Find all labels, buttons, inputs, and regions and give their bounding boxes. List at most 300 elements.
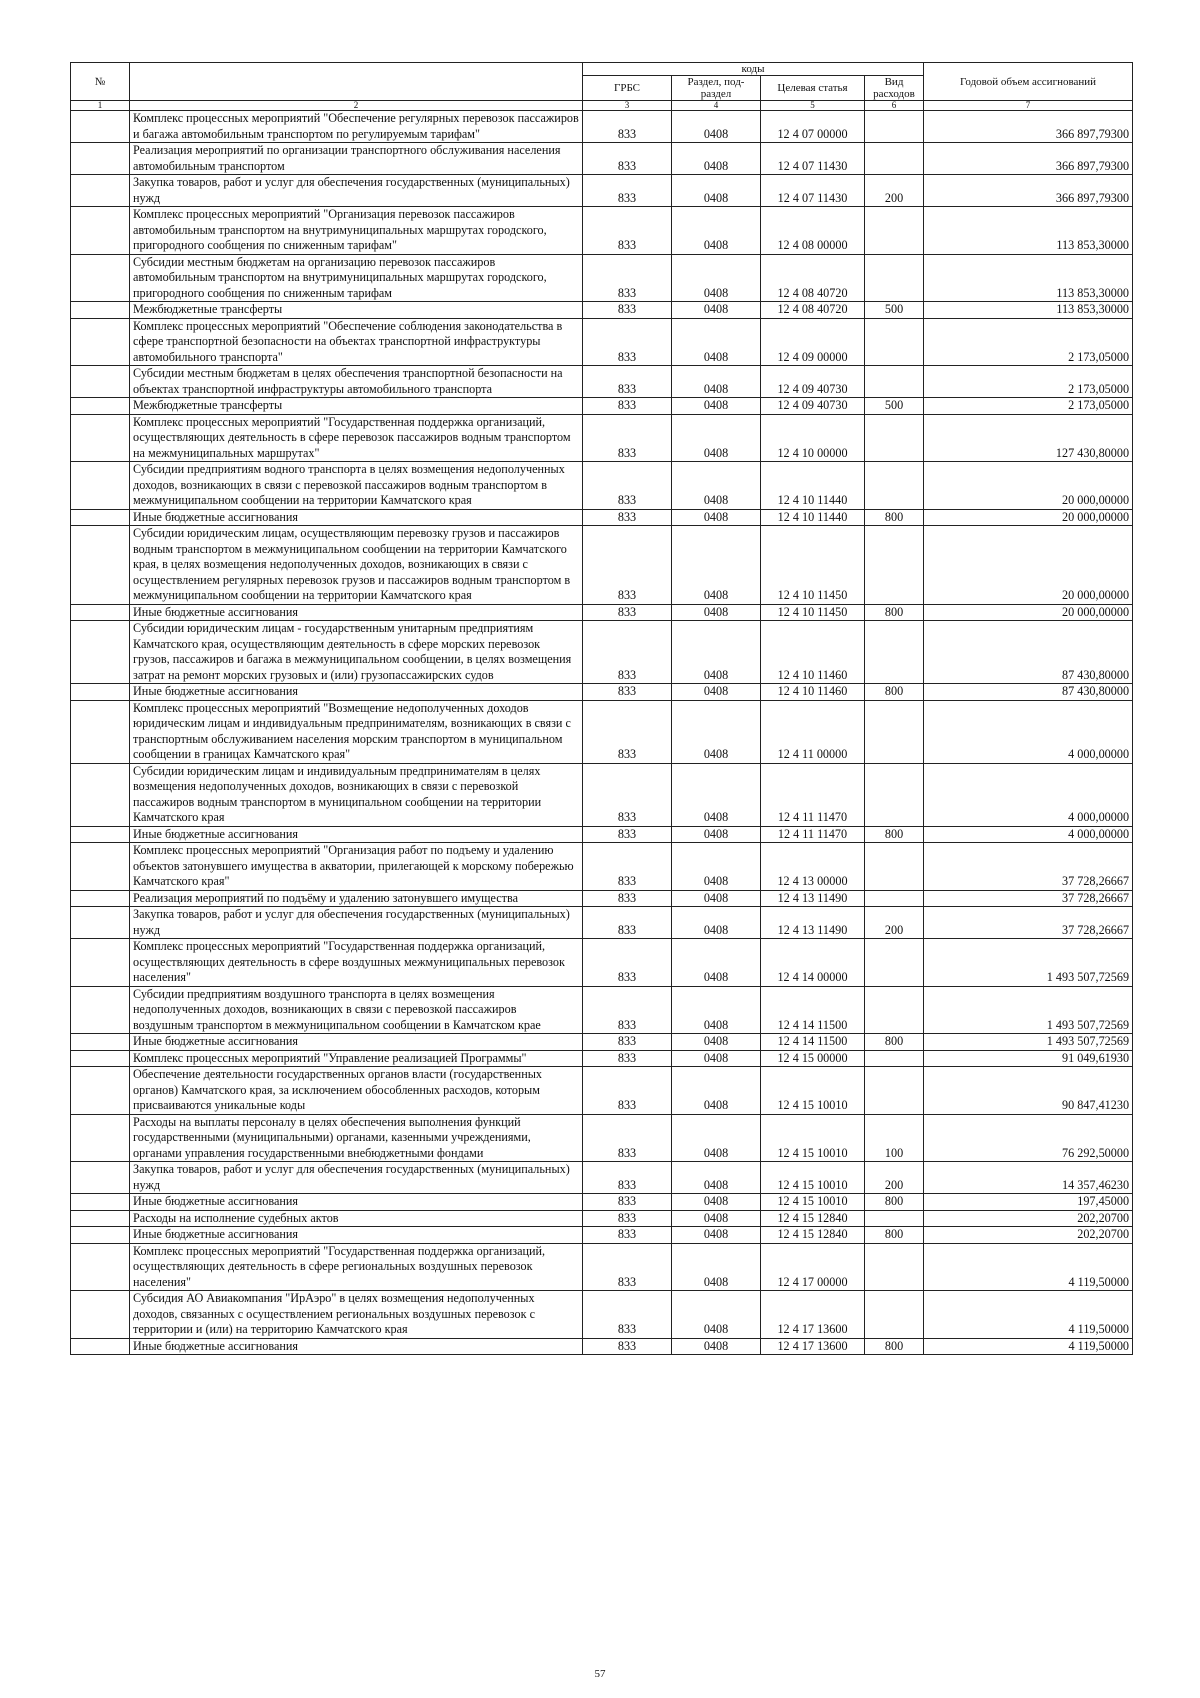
row-razdel: 0408: [672, 763, 761, 826]
row-razdel: 0408: [672, 318, 761, 366]
row-name: Закупка товаров, работ и услуг для обеспечения государственных (муниципальных) нужд: [130, 1162, 583, 1194]
table-row: [71, 143, 1133, 175]
row-name: Иные бюджетные ассигнования: [130, 1194, 583, 1211]
table-row: [71, 318, 1133, 366]
row-razdel: 0408: [672, 1243, 761, 1291]
row-grbs: 833: [583, 1210, 672, 1227]
row-razdel: 0408: [672, 621, 761, 684]
row-celevaya: 12 4 07 11430: [761, 143, 865, 175]
row-vid: 800: [865, 1034, 924, 1051]
row-number: [71, 462, 130, 510]
row-sum: 202,20700: [924, 1227, 1133, 1244]
row-celevaya: 12 4 11 00000: [761, 700, 865, 763]
row-celevaya: 12 4 15 10010: [761, 1067, 865, 1115]
header-index-5: 5: [761, 101, 865, 111]
header-index-6: 6: [865, 101, 924, 111]
row-grbs: 833: [583, 763, 672, 826]
table-row: [71, 526, 1133, 605]
row-sum: 37 728,26667: [924, 907, 1133, 939]
row-grbs: 833: [583, 302, 672, 319]
table-row: [71, 1067, 1133, 1115]
row-grbs: 833: [583, 398, 672, 415]
row-vid: [865, 207, 924, 255]
row-name: Субсидии местным бюджетам в целях обеспечения транспортной безопасности на объектах транспортной инфраструктуры автомобильного транспорта: [130, 366, 583, 398]
row-celevaya: 12 4 09 40730: [761, 398, 865, 415]
row-razdel: 0408: [672, 939, 761, 987]
row-razdel: 0408: [672, 1338, 761, 1355]
row-name: Субсидии местным бюджетам на организацию перевозок пассажиров автомобильным транспортом на внутримуниципальных маршрутах городского, пригородного сообщения по сниженным тарифам: [130, 254, 583, 302]
row-number: [71, 366, 130, 398]
row-vid: 800: [865, 826, 924, 843]
row-celevaya: 12 4 14 11500: [761, 1034, 865, 1051]
row-name: Комплекс процессных мероприятий "Организация работ по подъему и удалению объектов затонувшего имущества в акватории, прилегающей к морскому побережью Камчатского края": [130, 843, 583, 891]
row-number: [71, 1114, 130, 1162]
row-grbs: 833: [583, 254, 672, 302]
table-row: [71, 700, 1133, 763]
header-index-row: [71, 101, 1133, 111]
row-number: [71, 254, 130, 302]
row-grbs: 833: [583, 843, 672, 891]
row-name: Комплекс процессных мероприятий "Государственная поддержка организаций, осуществляющих деятельность в сфере перевозок пассажиров водным транспортом на межмуниципальных маршрутах": [130, 414, 583, 462]
table-row: [71, 621, 1133, 684]
row-number: [71, 207, 130, 255]
table-row: [71, 986, 1133, 1034]
row-celevaya: 12 4 17 00000: [761, 1243, 865, 1291]
header-name: [130, 63, 583, 101]
row-number: [71, 907, 130, 939]
table-row: [71, 684, 1133, 701]
row-vid: 800: [865, 684, 924, 701]
row-number: [71, 1291, 130, 1339]
row-number: [71, 143, 130, 175]
row-grbs: 833: [583, 1067, 672, 1115]
row-razdel: 0408: [672, 414, 761, 462]
row-number: [71, 604, 130, 621]
row-grbs: 833: [583, 604, 672, 621]
row-celevaya: 12 4 10 11460: [761, 621, 865, 684]
table-row: [71, 604, 1133, 621]
row-name: Субсидии юридическим лицам - государственным унитарным предприятиям Камчатского края, осуществляющим деятельность в сфере морских перевозок грузов, пассажиров и багажа в межмуниципальном сообщении, в целях возмещения затрат на ремонт морских грузовых и (или) грузопассажирских судов: [130, 621, 583, 684]
row-sum: 1 493 507,72569: [924, 1034, 1133, 1051]
row-celevaya: 12 4 15 12840: [761, 1227, 865, 1244]
row-name: Комплекс процессных мероприятий "Государственная поддержка организаций, осуществляющих деятельность в сфере региональных воздушных перевозок населения": [130, 1243, 583, 1291]
row-number: [71, 509, 130, 526]
row-vid: 800: [865, 509, 924, 526]
row-vid: 500: [865, 302, 924, 319]
row-number: [71, 1338, 130, 1355]
row-name: Иные бюджетные ассигнования: [130, 826, 583, 843]
row-celevaya: 12 4 11 11470: [761, 826, 865, 843]
table-body: [71, 111, 1133, 1355]
row-vid: [865, 890, 924, 907]
row-name: Реализация мероприятий по организации транспортного обслуживания населения автомобильным транспортом: [130, 143, 583, 175]
row-celevaya: 12 4 09 00000: [761, 318, 865, 366]
row-name: Межбюджетные трансферты: [130, 398, 583, 415]
row-celevaya: 12 4 09 40730: [761, 366, 865, 398]
row-grbs: 833: [583, 1243, 672, 1291]
row-number: [71, 1050, 130, 1067]
table-row: [71, 939, 1133, 987]
row-celevaya: 12 4 15 10010: [761, 1162, 865, 1194]
row-razdel: 0408: [672, 1194, 761, 1211]
row-sum: 37 728,26667: [924, 843, 1133, 891]
row-celevaya: 12 4 17 13600: [761, 1291, 865, 1339]
header-index-1: 1: [71, 101, 130, 111]
row-name: Комплекс процессных мероприятий "Обеспечение соблюдения законодательства в сфере транспортной безопасности на объектах транспортной инфраструктуры автомобильного транспорта": [130, 318, 583, 366]
row-celevaya: 12 4 08 00000: [761, 207, 865, 255]
row-razdel: 0408: [672, 398, 761, 415]
table-row: [71, 1291, 1133, 1339]
row-name: Субсидии предприятиям воздушного транспорта в целях возмещения недополученных доходов, возникающих в связи с перевозкой пассажиров воздушным транспортом в межмуниципальном сообщении в Камчатском крае: [130, 986, 583, 1034]
row-grbs: 833: [583, 986, 672, 1034]
budget-table: [70, 62, 1133, 1355]
table-row: [71, 1243, 1133, 1291]
row-grbs: 833: [583, 826, 672, 843]
row-number: [71, 526, 130, 605]
row-vid: 200: [865, 175, 924, 207]
row-celevaya: 12 4 13 11490: [761, 907, 865, 939]
row-vid: [865, 254, 924, 302]
row-number: [71, 700, 130, 763]
row-sum: 87 430,80000: [924, 684, 1133, 701]
page-number: 57: [594, 1668, 606, 1680]
row-celevaya: 12 4 07 11430: [761, 175, 865, 207]
row-vid: [865, 1243, 924, 1291]
row-razdel: 0408: [672, 1050, 761, 1067]
table-row: [71, 175, 1133, 207]
row-razdel: 0408: [672, 143, 761, 175]
header-index-7: 7: [924, 101, 1133, 111]
table-row: [71, 509, 1133, 526]
row-razdel: 0408: [672, 1227, 761, 1244]
row-razdel: 0408: [672, 509, 761, 526]
row-sum: 4 000,00000: [924, 700, 1133, 763]
row-name: Комплекс процессных мероприятий "Обеспечение регулярных перевозок пассажиров и багажа автомобильным транспортом по регулируемым тарифам": [130, 111, 583, 143]
row-celevaya: 12 4 08 40720: [761, 254, 865, 302]
row-celevaya: 12 4 08 40720: [761, 302, 865, 319]
row-celevaya: 12 4 11 11470: [761, 763, 865, 826]
row-name: Обеспечение деятельности государственных органов власти (государственных органов) Камчатского края, за исключением обособленных расходов, которым присваиваются уникальные коды: [130, 1067, 583, 1115]
row-razdel: 0408: [672, 526, 761, 605]
row-sum: 2 173,05000: [924, 318, 1133, 366]
row-number: [71, 1162, 130, 1194]
row-celevaya: 12 4 13 00000: [761, 843, 865, 891]
row-vid: 200: [865, 1162, 924, 1194]
row-grbs: 833: [583, 318, 672, 366]
row-sum: 202,20700: [924, 1210, 1133, 1227]
row-razdel: 0408: [672, 1162, 761, 1194]
row-sum: 1 493 507,72569: [924, 986, 1133, 1034]
row-sum: 4 000,00000: [924, 826, 1133, 843]
header-razdel: Раздел, под-раздел: [672, 76, 761, 101]
row-grbs: 833: [583, 175, 672, 207]
budget-sheet: [70, 62, 1132, 1355]
row-celevaya: 12 4 14 00000: [761, 939, 865, 987]
table-row: [71, 302, 1133, 319]
row-celevaya: 12 4 15 10010: [761, 1194, 865, 1211]
row-vid: [865, 1067, 924, 1115]
row-vid: [865, 700, 924, 763]
row-grbs: 833: [583, 414, 672, 462]
table-row: [71, 1227, 1133, 1244]
row-celevaya: 12 4 07 00000: [761, 111, 865, 143]
row-name: Субсидии предприятиям водного транспорта в целях возмещения недополученных доходов, возникающих в связи с перевозкой пассажиров водным транспортом в межмуниципальном сообщении на территории Камчатского края: [130, 462, 583, 510]
row-celevaya: 12 4 15 00000: [761, 1050, 865, 1067]
row-name: Иные бюджетные ассигнования: [130, 604, 583, 621]
row-name: Иные бюджетные ассигнования: [130, 1034, 583, 1051]
row-razdel: 0408: [672, 175, 761, 207]
row-celevaya: 12 4 10 11450: [761, 604, 865, 621]
row-vid: [865, 526, 924, 605]
table-row: [71, 414, 1133, 462]
header-index-2: 2: [130, 101, 583, 111]
row-sum: 20 000,00000: [924, 526, 1133, 605]
row-number: [71, 398, 130, 415]
row-grbs: 833: [583, 684, 672, 701]
row-sum: 14 357,46230: [924, 1162, 1133, 1194]
row-celevaya: 12 4 10 11440: [761, 462, 865, 510]
row-vid: [865, 318, 924, 366]
table-row: [71, 763, 1133, 826]
row-razdel: 0408: [672, 700, 761, 763]
row-number: [71, 826, 130, 843]
table-row: [71, 1114, 1133, 1162]
row-sum: 127 430,80000: [924, 414, 1133, 462]
row-celevaya: 12 4 15 12840: [761, 1210, 865, 1227]
row-sum: 37 728,26667: [924, 890, 1133, 907]
row-name: Комплекс процессных мероприятий "Управление реализацией Программы": [130, 1050, 583, 1067]
row-sum: 90 847,41230: [924, 1067, 1133, 1115]
row-celevaya: 12 4 10 11450: [761, 526, 865, 605]
row-celevaya: 12 4 14 11500: [761, 986, 865, 1034]
row-number: [71, 111, 130, 143]
table-row: [71, 111, 1133, 143]
row-vid: [865, 462, 924, 510]
row-grbs: 833: [583, 1227, 672, 1244]
row-razdel: 0408: [672, 986, 761, 1034]
table-row: [71, 254, 1133, 302]
row-name: Иные бюджетные ассигнования: [130, 1227, 583, 1244]
table-row: [71, 1034, 1133, 1051]
row-sum: 20 000,00000: [924, 509, 1133, 526]
header-index-3: 3: [583, 101, 672, 111]
row-name: Иные бюджетные ассигнования: [130, 1338, 583, 1355]
row-name: Закупка товаров, работ и услуг для обеспечения государственных (муниципальных) нужд: [130, 175, 583, 207]
row-name: Субсидия АО Авиакомпания "ИрАэро" в целях возмещения недополученных доходов, связанных с осуществлением региональных воздушных перевозок с территории и (или) на территорию Камчатского края: [130, 1291, 583, 1339]
row-name: Реализация мероприятий по подъёму и удалению затонувшего имущества: [130, 890, 583, 907]
table-row: [71, 1338, 1133, 1355]
row-vid: [865, 414, 924, 462]
row-grbs: 833: [583, 1338, 672, 1355]
row-vid: [865, 939, 924, 987]
row-razdel: 0408: [672, 1114, 761, 1162]
row-number: [71, 684, 130, 701]
row-number: [71, 302, 130, 319]
row-name: Расходы на исполнение судебных актов: [130, 1210, 583, 1227]
header-grbs: ГРБС: [583, 76, 672, 101]
row-number: [71, 1067, 130, 1115]
row-razdel: 0408: [672, 684, 761, 701]
row-celevaya: 12 4 15 10010: [761, 1114, 865, 1162]
table-row: [71, 1194, 1133, 1211]
row-sum: 4 000,00000: [924, 763, 1133, 826]
row-sum: 113 853,30000: [924, 302, 1133, 319]
row-sum: 366 897,79300: [924, 143, 1133, 175]
header-sum: Годовой объем ассигнований: [924, 63, 1133, 101]
row-sum: 366 897,79300: [924, 111, 1133, 143]
header-no: №: [71, 63, 130, 101]
row-vid: 500: [865, 398, 924, 415]
row-grbs: 833: [583, 526, 672, 605]
row-grbs: 833: [583, 509, 672, 526]
row-celevaya: 12 4 17 13600: [761, 1338, 865, 1355]
row-vid: 800: [865, 604, 924, 621]
row-name: Иные бюджетные ассигнования: [130, 509, 583, 526]
row-sum: 4 119,50000: [924, 1338, 1133, 1355]
row-number: [71, 1210, 130, 1227]
table-row: [71, 462, 1133, 510]
row-sum: 366 897,79300: [924, 175, 1133, 207]
row-number: [71, 175, 130, 207]
row-sum: 76 292,50000: [924, 1114, 1133, 1162]
row-vid: 200: [865, 907, 924, 939]
row-name: Комплекс процессных мероприятий "Государственная поддержка организаций, осуществляющих деятельность в сфере воздушных межмуниципальных перевозок населения": [130, 939, 583, 987]
row-razdel: 0408: [672, 1210, 761, 1227]
row-number: [71, 621, 130, 684]
row-grbs: 833: [583, 890, 672, 907]
row-name: Комплекс процессных мероприятий "Организация перевозок пассажиров автомобильным транспортом на внутримуниципальных маршрутах городского, пригородного сообщения по сниженным тарифам": [130, 207, 583, 255]
row-grbs: 833: [583, 939, 672, 987]
table-row: [71, 843, 1133, 891]
row-grbs: 833: [583, 1050, 672, 1067]
row-grbs: 833: [583, 1194, 672, 1211]
row-vid: 800: [865, 1227, 924, 1244]
row-name: Межбюджетные трансферты: [130, 302, 583, 319]
table-row: [71, 1210, 1133, 1227]
row-number: [71, 843, 130, 891]
row-number: [71, 1243, 130, 1291]
row-vid: [865, 143, 924, 175]
row-sum: 2 173,05000: [924, 398, 1133, 415]
row-razdel: 0408: [672, 1034, 761, 1051]
row-razdel: 0408: [672, 462, 761, 510]
row-number: [71, 1034, 130, 1051]
row-grbs: 833: [583, 1162, 672, 1194]
row-number: [71, 318, 130, 366]
row-sum: 1 493 507,72569: [924, 939, 1133, 987]
row-razdel: 0408: [672, 604, 761, 621]
row-vid: [865, 1210, 924, 1227]
row-name: Субсидии юридическим лицам, осуществляющим перевозку грузов и пассажиров водным транспортом в межмуниципальном сообщении на территории Камчатского края, в целях возмещения недополученных доходов, возникающих в связи с осуществлением регулярных перевозок грузов и пассажиров водным транспортом в межмуниципальном сообщении на территории Камчатского края: [130, 526, 583, 605]
row-grbs: 833: [583, 143, 672, 175]
row-number: [71, 1227, 130, 1244]
row-vid: [865, 621, 924, 684]
row-sum: 91 049,61930: [924, 1050, 1133, 1067]
row-sum: 113 853,30000: [924, 207, 1133, 255]
row-grbs: 833: [583, 700, 672, 763]
row-razdel: 0408: [672, 111, 761, 143]
row-grbs: 833: [583, 1114, 672, 1162]
table-header: [71, 63, 1133, 111]
row-celevaya: 12 4 10 11460: [761, 684, 865, 701]
row-sum: 2 173,05000: [924, 366, 1133, 398]
table-row: [71, 890, 1133, 907]
row-grbs: 833: [583, 366, 672, 398]
table-row: [71, 826, 1133, 843]
row-vid: [865, 986, 924, 1034]
table-row: [71, 1162, 1133, 1194]
row-sum: 113 853,30000: [924, 254, 1133, 302]
row-razdel: 0408: [672, 907, 761, 939]
row-vid: 800: [865, 1194, 924, 1211]
header-celevaya: Целевая статья: [761, 76, 865, 101]
row-grbs: 833: [583, 621, 672, 684]
row-name: Субсидии юридическим лицам и индивидуальным предпринимателям в целях возмещения недополученных доходов, возникающих в связи с перевозкой пассажиров водным транспортом в муниципальном сообщении на территории Камчатского края: [130, 763, 583, 826]
row-sum: 87 430,80000: [924, 621, 1133, 684]
row-razdel: 0408: [672, 890, 761, 907]
header-vid: Вид расходов: [865, 76, 924, 101]
row-number: [71, 986, 130, 1034]
row-grbs: 833: [583, 462, 672, 510]
row-celevaya: 12 4 10 11440: [761, 509, 865, 526]
row-sum: 4 119,50000: [924, 1291, 1133, 1339]
row-name: Иные бюджетные ассигнования: [130, 684, 583, 701]
row-celevaya: 12 4 10 00000: [761, 414, 865, 462]
row-vid: 800: [865, 1338, 924, 1355]
row-name: Расходы на выплаты персоналу в целях обеспечения выполнения функций государственными (муниципальными) органами, казенными учреждениями, органами управления государственными внебюджетными фондами: [130, 1114, 583, 1162]
row-sum: 197,45000: [924, 1194, 1133, 1211]
row-number: [71, 414, 130, 462]
row-vid: 100: [865, 1114, 924, 1162]
row-name: Закупка товаров, работ и услуг для обеспечения государственных (муниципальных) нужд: [130, 907, 583, 939]
row-razdel: 0408: [672, 843, 761, 891]
table-row: [71, 366, 1133, 398]
header-codes: коды: [583, 63, 924, 76]
row-grbs: 833: [583, 207, 672, 255]
row-vid: [865, 111, 924, 143]
row-sum: 4 119,50000: [924, 1243, 1133, 1291]
row-vid: [865, 843, 924, 891]
row-razdel: 0408: [672, 1067, 761, 1115]
row-number: [71, 1194, 130, 1211]
row-grbs: 833: [583, 1034, 672, 1051]
row-number: [71, 939, 130, 987]
row-vid: [865, 366, 924, 398]
row-razdel: 0408: [672, 254, 761, 302]
row-razdel: 0408: [672, 302, 761, 319]
row-number: [71, 890, 130, 907]
table-row: [71, 398, 1133, 415]
row-razdel: 0408: [672, 207, 761, 255]
row-razdel: 0408: [672, 826, 761, 843]
header-index-4: 4: [672, 101, 761, 111]
row-grbs: 833: [583, 907, 672, 939]
row-name: Комплекс процессных мероприятий "Возмещение недополученных доходов юридическим лицам и индивидуальным предпринимателям, возникающих в связи с транспортным обслуживанием населения морским транспортом в муниципальном сообщении в границах Камчатского края": [130, 700, 583, 763]
row-vid: [865, 1050, 924, 1067]
row-number: [71, 763, 130, 826]
row-sum: 20 000,00000: [924, 604, 1133, 621]
table-row: [71, 907, 1133, 939]
row-vid: [865, 763, 924, 826]
row-grbs: 833: [583, 111, 672, 143]
row-sum: 20 000,00000: [924, 462, 1133, 510]
row-grbs: 833: [583, 1291, 672, 1339]
row-razdel: 0408: [672, 1291, 761, 1339]
row-razdel: 0408: [672, 366, 761, 398]
table-row: [71, 1050, 1133, 1067]
row-celevaya: 12 4 13 11490: [761, 890, 865, 907]
row-vid: [865, 1291, 924, 1339]
